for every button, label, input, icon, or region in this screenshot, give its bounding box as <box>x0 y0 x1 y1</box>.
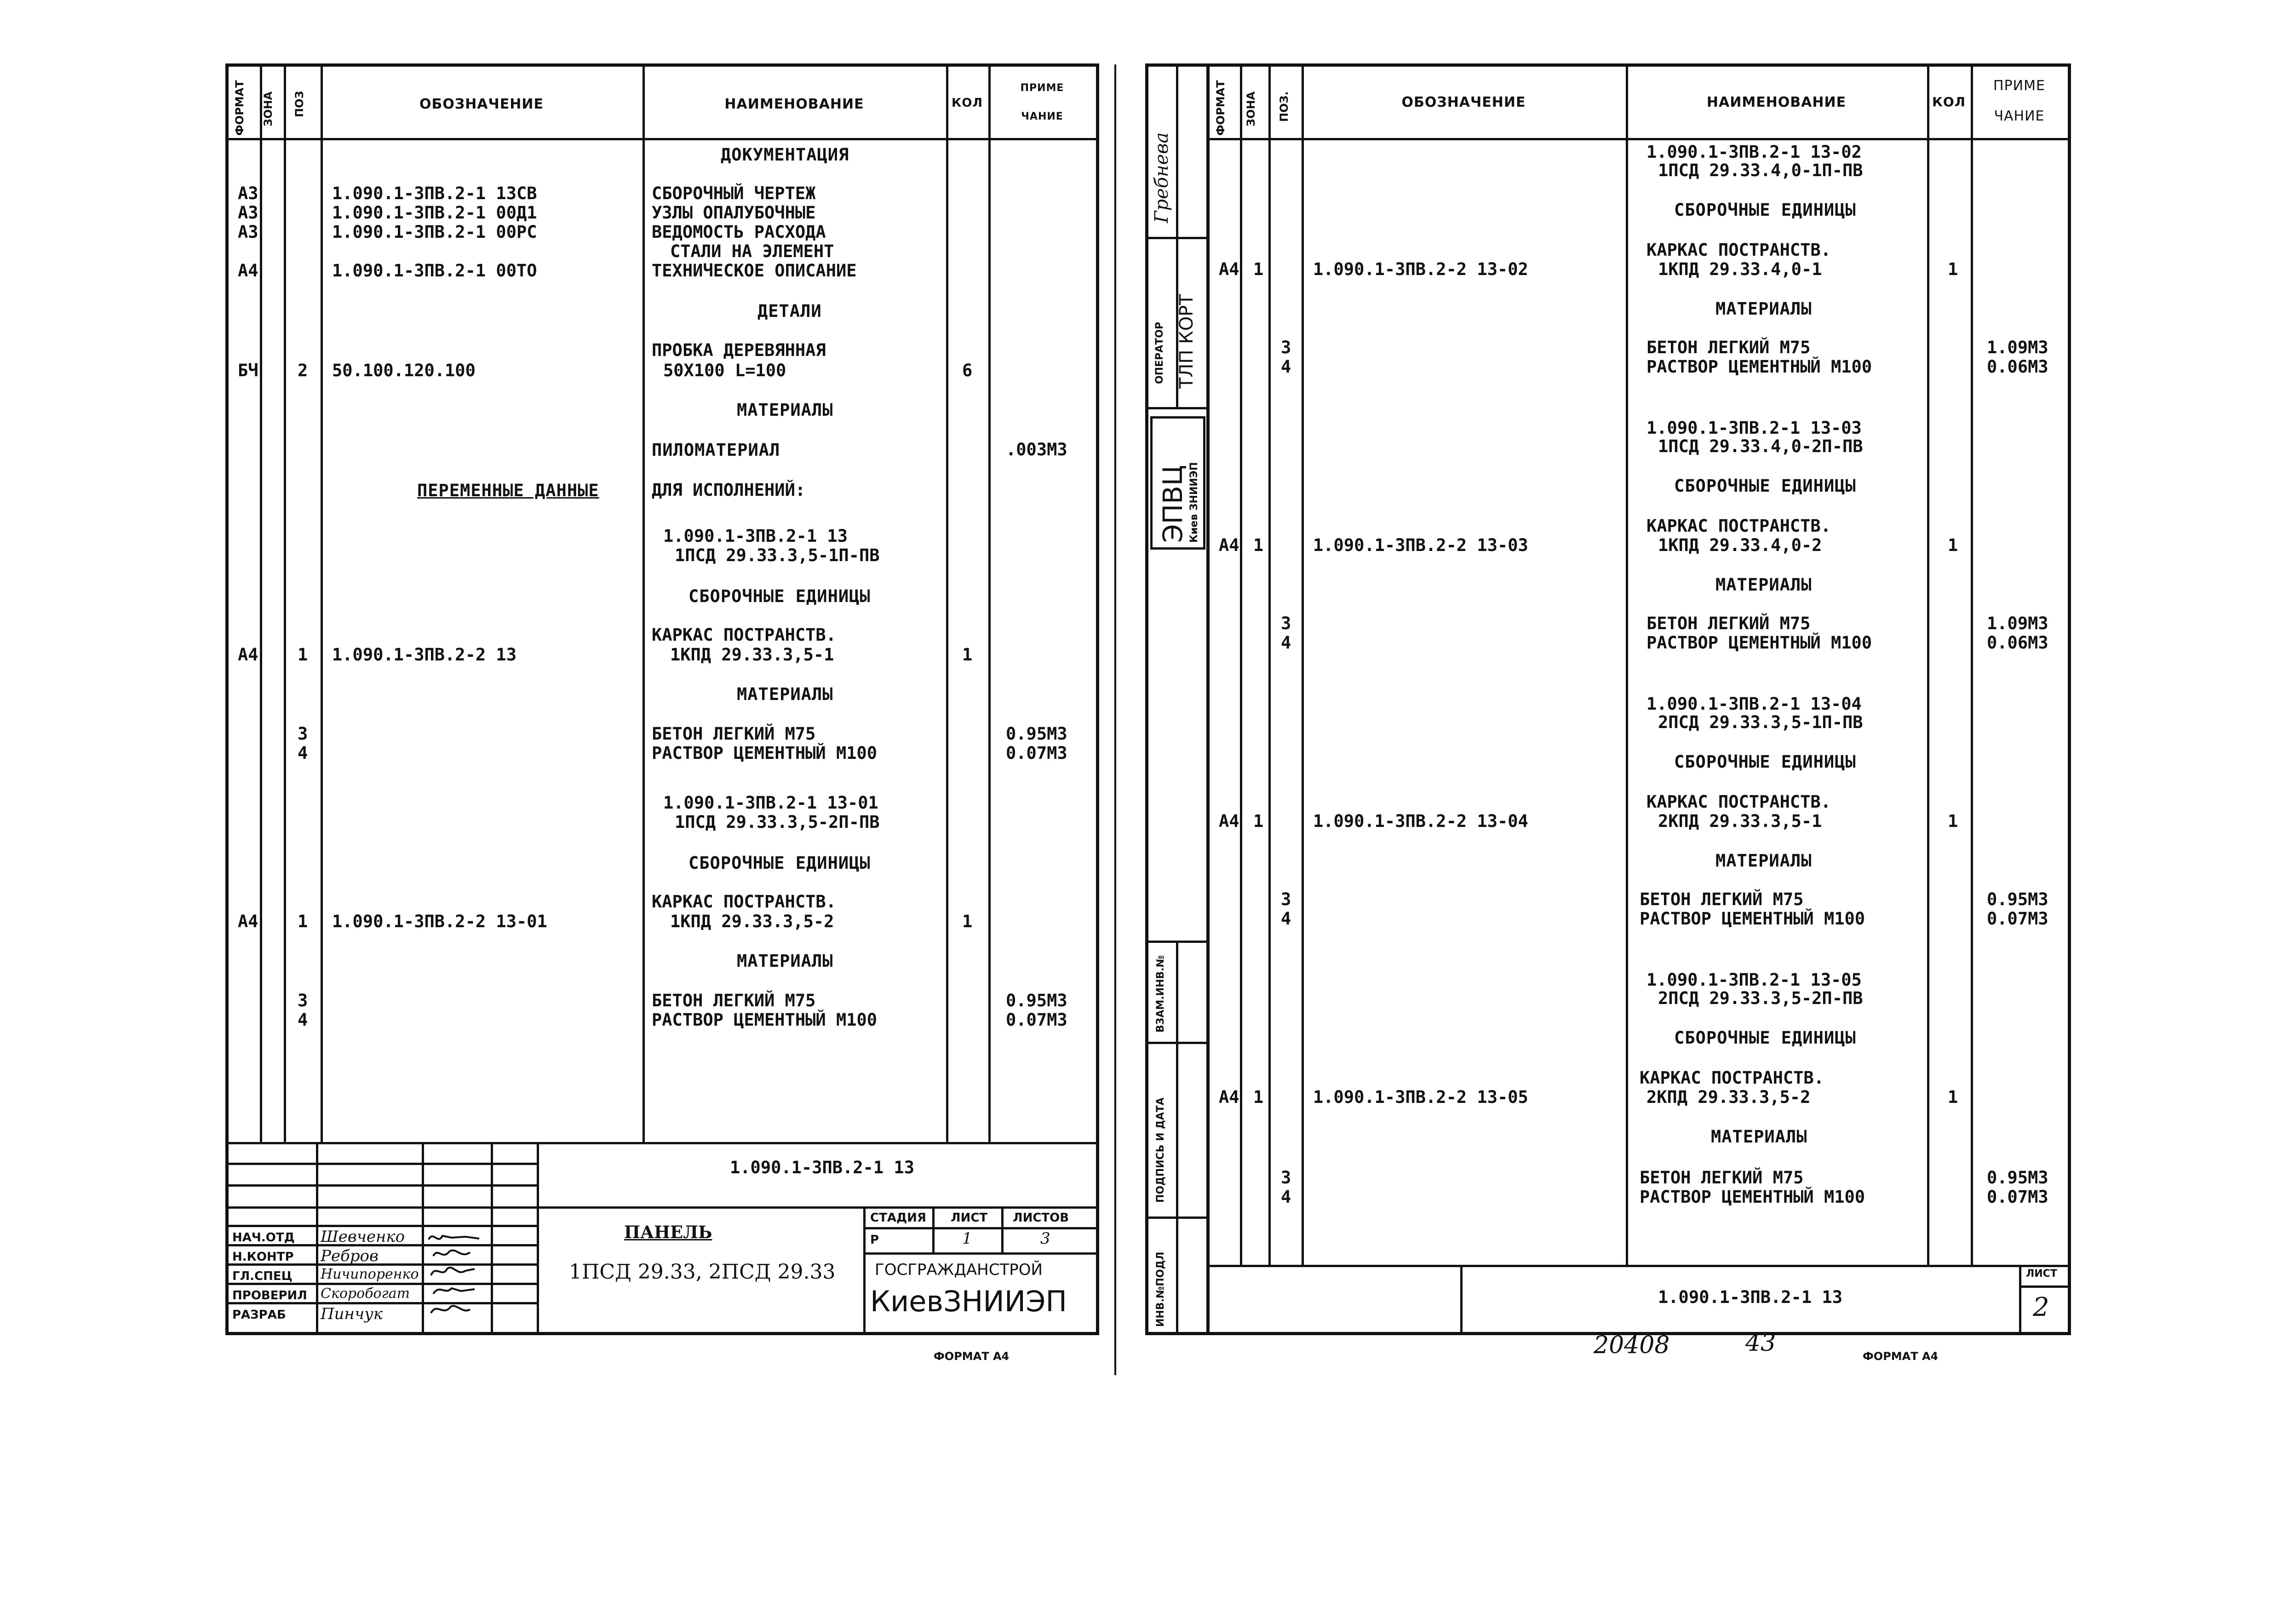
person-name: Скоробогат <box>321 1285 410 1302</box>
cell-note: 0.95М3 <box>1006 991 1067 1010</box>
cell-note: .003М3 <box>1006 440 1067 459</box>
cell-name: РАСТВОР ЦЕМЕНТНЫЙ М100 <box>1646 357 1872 377</box>
cell-pos: 4 <box>298 1010 308 1030</box>
cell-format: А4 <box>238 645 258 665</box>
cell-name: РАСТВОР ЦЕМЕНТНЫЙ М100 <box>1640 1187 1865 1207</box>
variant-code: 1.090.1-3ПВ.2-1 13-04 <box>1646 694 1862 714</box>
cell-designation: 1.090.1-3ПВ.2-2 13-05 <box>1313 1087 1528 1107</box>
cell-designation: 1.090.1-3ПВ.2-2 13-02 <box>1313 259 1528 279</box>
cell-name: 1КПД 29.33.3,5-1 <box>670 645 834 665</box>
header-format: ФОРМАТ <box>1214 80 1227 136</box>
header-qty: КОЛ <box>952 96 983 110</box>
variant-code: 1.090.1-3ПВ.2-1 13-05 <box>1646 970 1862 990</box>
section-materials: МАТЕРИАЛЫ <box>1715 575 1812 595</box>
cell-designation: 50.100.120.100 <box>332 361 476 380</box>
cell-note: 0.06М3 <box>1987 633 2048 653</box>
header-note-1: ПРИМЕ <box>1020 82 1064 94</box>
cell-pos: 2 <box>298 361 308 380</box>
operator-value: ТЛП КОРТ <box>1176 294 1197 389</box>
cell-note: 0.95М3 <box>1987 1168 2048 1188</box>
role-label: РАЗРАБ <box>232 1308 286 1322</box>
epvc-label: ЭПВЦ <box>1157 465 1188 543</box>
variant-code: 1.090.1-3ПВ.2-1 13-03 <box>1646 418 1862 438</box>
cell-pos: 3 <box>1281 1168 1291 1188</box>
person-name: Ребров <box>321 1247 379 1265</box>
cell-pos: 4 <box>1281 633 1291 653</box>
cell-format: А4 <box>238 912 258 931</box>
format-label: ФОРМАТ А4 <box>1863 1350 1939 1363</box>
header-format: ФОРМАТ <box>233 80 246 136</box>
cell-designation: 1.090.1-3ПВ.2-1 00ТО <box>332 261 537 281</box>
cell-format: А3 <box>238 184 258 203</box>
role-label: Н.КОНТР <box>232 1250 294 1264</box>
cell-name: КАРКАС ПОСТРАНСТВ. <box>652 625 836 645</box>
person-name: Ничипоренко <box>321 1266 419 1282</box>
cell-format: А4 <box>1219 1087 1239 1107</box>
cell-name: СТАЛИ НА ЭЛЕМЕНТ <box>670 241 834 261</box>
cell-name: РАСТВОР ЦЕМЕНТНЫЙ М100 <box>652 743 878 763</box>
stage-label: СТАДИЯ <box>870 1211 926 1225</box>
fold-line <box>1114 64 1116 1375</box>
cell-note: 0.07М3 <box>1987 1187 2048 1207</box>
cell-name: ТЕХНИЧЕСКОЕ ОПИСАНИЕ <box>652 261 857 281</box>
person-name: Шевченко <box>321 1228 405 1246</box>
header-designation: ОБОЗНАЧЕНИЕ <box>419 96 544 112</box>
header-divider <box>229 138 1096 140</box>
sheets-value: 3 <box>1040 1229 1050 1248</box>
cell-name: ВЕДОМОСТЬ РАСХОДА <box>652 222 826 242</box>
cell-name: ДЛЯ ИСПОЛНЕНИЙ: <box>652 480 806 500</box>
cell-format: А4 <box>238 261 258 281</box>
doc-code: 1.090.1-3ПВ.2-1 13 <box>1658 1287 1842 1307</box>
cell-designation: 1.090.1-3ПВ.2-2 13-03 <box>1313 535 1528 555</box>
cell-name: БЕТОН ЛЕГКИЙ М75 <box>652 724 816 744</box>
cell-name: 1КПД 29.33.4,0-1 <box>1658 259 1822 279</box>
cell-zone: 1 <box>1253 535 1264 555</box>
org-name: ГОСГРАЖДАНСТРОЙ <box>875 1261 1043 1279</box>
cell-name: СБОРОЧНЫЙ ЧЕРТЕЖ <box>652 184 816 203</box>
cell-designation: 1.090.1-3ПВ.2-1 00РС <box>332 222 537 242</box>
cell-designation: 1.090.1-3ПВ.2-2 13-01 <box>332 912 547 931</box>
cell-note: 0.95М3 <box>1006 724 1067 744</box>
header-note-2: ЧАНИЕ <box>1021 111 1063 122</box>
cell-format: А4 <box>1219 535 1239 555</box>
cell-name: БЕТОН ЛЕГКИЙ М75 <box>1646 614 1811 633</box>
section-materials: МАТЕРИАЛЫ <box>1711 1127 1807 1147</box>
cell-qty: 6 <box>962 361 973 380</box>
header-zone: ЗОНА <box>262 91 275 126</box>
section-materials: МАТЕРИАЛЫ <box>1715 299 1812 319</box>
cell-note: 0.07М3 <box>1987 909 2048 929</box>
section-assemblies: СБОРОЧНЫЕ ЕДИНИЦЫ <box>688 853 871 873</box>
cell-zone: 1 <box>1253 259 1264 279</box>
cell-name: КАРКАС ПОСТРАНСТВ. <box>1640 1068 1824 1088</box>
variant-name: 2ПСД 29.33.3,5-1П-ПВ <box>1658 712 1863 732</box>
cell-name: БЕТОН ЛЕГКИЙ М75 <box>1640 889 1804 909</box>
variant-name: 1ПСД 29.33.4,0-2П-ПВ <box>1658 436 1863 456</box>
cell-qty: 1 <box>962 912 973 931</box>
variant-code: 1.090.1-3ПВ.2-1 13-01 <box>663 793 878 813</box>
sheets-label: ЛИСТОВ <box>1013 1211 1069 1225</box>
cell-pos: 3 <box>298 991 308 1010</box>
variant-name: 1ПСД 29.33.3,5-2П-ПВ <box>675 812 880 832</box>
col-divider <box>321 67 323 1142</box>
cell-name: КАРКАС ПОСТРАНСТВ. <box>1646 516 1831 536</box>
cell-name: БЕТОН ЛЕГКИЙ М75 <box>652 991 816 1010</box>
cell-name: УЗЛЫ ОПАЛУБОЧНЫЕ <box>652 203 816 223</box>
cell-name: 1КПД 29.33.4,0-2 <box>1658 535 1822 555</box>
cell-designation: 1.090.1-3ПВ.2-1 13СВ <box>332 184 537 203</box>
role-label: ПРОВЕРИЛ <box>232 1289 307 1303</box>
cell-qty: 1 <box>1948 535 1958 555</box>
header-note-1: ПРИМЕ <box>1993 78 2045 94</box>
cell-designation: 1.090.1-3ПВ.2-2 13 <box>332 645 516 665</box>
doc-code: 1.090.1-3ПВ.2-1 13 <box>730 1158 914 1177</box>
header-designation: ОБОЗНАЧЕНИЕ <box>1401 94 1526 110</box>
archive-number: 20408 <box>1594 1331 1670 1359</box>
variant-name: 1ПСД 29.33.4,0-1П-ПВ <box>1658 161 1863 180</box>
cell-pos: 3 <box>1281 889 1291 909</box>
drawing-title: ПАНЕЛЬ <box>624 1222 712 1242</box>
cell-qty: 1 <box>1948 1087 1958 1107</box>
archive-page: 43 <box>1745 1329 1776 1357</box>
cell-pos: 1 <box>298 645 308 665</box>
sheet-label: ЛИСТ <box>2026 1268 2057 1280</box>
cell-pos: 3 <box>298 724 308 744</box>
cell-pos: 3 <box>1281 614 1291 633</box>
cell-pos: 1 <box>298 912 308 931</box>
header-name: НАИМЕНОВАНИЕ <box>1706 94 1847 110</box>
cell-pos: 4 <box>298 743 308 763</box>
epvc-sublabel: Киев ЗНИИЭП <box>1188 462 1200 543</box>
cell-qty: 1 <box>962 645 973 665</box>
variant-name: 1ПСД 29.33.3,5-1П-ПВ <box>675 545 880 565</box>
cell-note: 0.07М3 <box>1006 743 1067 763</box>
format-label: ФОРМАТ А4 <box>934 1350 1010 1363</box>
cell-note: 0.06М3 <box>1987 357 2048 377</box>
section-assemblies: СБОРОЧНЫЕ ЕДИНИЦЫ <box>1674 200 1856 220</box>
variant-code: 1.090.1-3ПВ.2-1 13 <box>663 526 848 546</box>
section-materials: МАТЕРИАЛЫ <box>1715 851 1812 871</box>
section-documentation: ДОКУМЕНТАЦИЯ <box>721 145 849 165</box>
stage-value: Р <box>870 1233 879 1247</box>
sign-date-label: ПОДПИСЬ И ДАТА <box>1155 1097 1166 1203</box>
cell-name: ПИЛОМАТЕРИАЛ <box>652 440 780 460</box>
cell-zone: 1 <box>1253 1087 1264 1107</box>
variant-code: 1.090.1-3ПВ.2-1 13-02 <box>1646 142 1862 162</box>
section-assemblies: СБОРОЧНЫЕ ЕДИНИЦЫ <box>1674 476 1856 496</box>
variable-data-label: ПЕРЕМЕННЫЕ ДАННЫЕ <box>417 481 599 500</box>
inv-swap-label: ВЗАМ.ИНВ.№ <box>1155 955 1166 1033</box>
cell-name: БЕТОН ЛЕГКИЙ М75 <box>1640 1168 1804 1188</box>
sheet-label: ЛИСТ <box>951 1211 988 1225</box>
cell-name: 2КПД 29.33.3,5-1 <box>1658 811 1822 831</box>
cell-format: А3 <box>238 222 258 242</box>
drawing-subtitle: 1ПСД 29.33, 2ПСД 29.33 <box>569 1260 836 1284</box>
col-divider <box>260 67 262 1142</box>
section-materials: МАТЕРИАЛЫ <box>737 684 833 704</box>
cell-pos: 4 <box>1281 909 1291 929</box>
col-divider <box>643 67 645 1142</box>
cell-qty: 1 <box>1948 811 1958 831</box>
header-name: НАИМЕНОВАНИЕ <box>724 96 864 112</box>
cell-name: КАРКАС ПОСТРАНСТВ. <box>1646 792 1831 812</box>
cell-format: А3 <box>238 203 258 223</box>
title-block <box>229 1142 1096 1332</box>
header-note-2: ЧАНИЕ <box>1994 108 2045 124</box>
cell-name: КАРКАС ПОСТРАНСТВ. <box>1646 240 1831 260</box>
cell-name: РАСТВОР ЦЕМЕНТНЫЙ М100 <box>1646 633 1872 653</box>
section-details: ДЕТАЛИ <box>757 301 822 321</box>
cell-note: 1.09М3 <box>1987 338 2048 357</box>
right-sheet <box>1206 63 2071 1335</box>
section-materials: МАТЕРИАЛЫ <box>737 951 833 971</box>
sheet-value: 1 <box>962 1229 972 1248</box>
cell-name: БЕТОН ЛЕГКИЙ М75 <box>1646 338 1811 357</box>
cell-note: 0.95М3 <box>1987 889 2048 909</box>
section-assemblies: СБОРОЧНЫЕ ЕДИНИЦЫ <box>1674 752 1856 772</box>
cell-designation: 1.090.1-3ПВ.2-2 13-04 <box>1313 811 1528 831</box>
cell-format: А4 <box>1219 259 1239 279</box>
left-sheet <box>225 63 1099 1335</box>
epvc-stamp <box>1150 416 1205 550</box>
cell-name: КАРКАС ПОСТРАНСТВ. <box>652 892 836 912</box>
col-divider <box>284 67 286 1142</box>
inv-orig-label: ИНВ.№ПОДЛ <box>1155 1251 1166 1327</box>
signer-name: Гребнева <box>1151 132 1172 223</box>
header-pos: ПОЗ <box>293 91 306 117</box>
role-label: ГЛ.СПЕЦ <box>232 1269 293 1283</box>
cell-designation: 1.090.1-3ПВ.2-1 00Д1 <box>332 203 537 223</box>
role-label: НАЧ.ОТД <box>232 1231 295 1245</box>
person-name: Пинчук <box>321 1305 383 1323</box>
col-divider <box>946 67 948 1142</box>
cell-note: 0.07М3 <box>1006 1010 1067 1030</box>
sheet-number: 2 <box>2033 1292 2049 1322</box>
cell-zone: 1 <box>1253 811 1264 831</box>
cell-format: А4 <box>1219 811 1239 831</box>
cell-pos: 3 <box>1281 338 1291 357</box>
header-qty: КОЛ <box>1932 94 1966 109</box>
header-pos: ПОЗ. <box>1278 91 1291 122</box>
section-assemblies: СБОРОЧНЫЕ ЕДИНИЦЫ <box>688 586 871 606</box>
cell-name: 2КПД 29.33.3,5-2 <box>1646 1087 1811 1107</box>
cell-pos: 4 <box>1281 1187 1291 1207</box>
section-assemblies: СБОРОЧНЫЕ ЕДИНИЦЫ <box>1674 1028 1856 1048</box>
cell-pos: 4 <box>1281 357 1291 377</box>
side-stamp <box>1145 63 1210 1335</box>
cell-name: РАСТВОР ЦЕМЕНТНЫЙ М100 <box>1640 909 1865 929</box>
cell-format: БЧ <box>238 361 258 380</box>
cell-note: 1.09М3 <box>1987 614 2048 633</box>
col-divider <box>988 67 991 1142</box>
variant-name: 2ПСД 29.33.3,5-2П-ПВ <box>1658 988 1863 1008</box>
section-materials: МАТЕРИАЛЫ <box>737 400 833 420</box>
cell-name: 1КПД 29.33.3,5-2 <box>670 912 834 931</box>
signatures-image <box>424 1227 488 1330</box>
cell-name: 50Х100 L=100 <box>663 361 786 380</box>
cell-name: ПРОБКА ДЕРЕВЯННАЯ <box>652 340 826 360</box>
header-zone: ЗОНА <box>1245 91 1257 126</box>
org-logo: КиевЗНИИЭП <box>870 1285 1067 1318</box>
cell-name: РАСТВОР ЦЕМЕНТНЫЙ М100 <box>652 1010 878 1030</box>
operator-label: ОПЕРАТОР <box>1154 321 1165 384</box>
cell-qty: 1 <box>1948 259 1958 279</box>
